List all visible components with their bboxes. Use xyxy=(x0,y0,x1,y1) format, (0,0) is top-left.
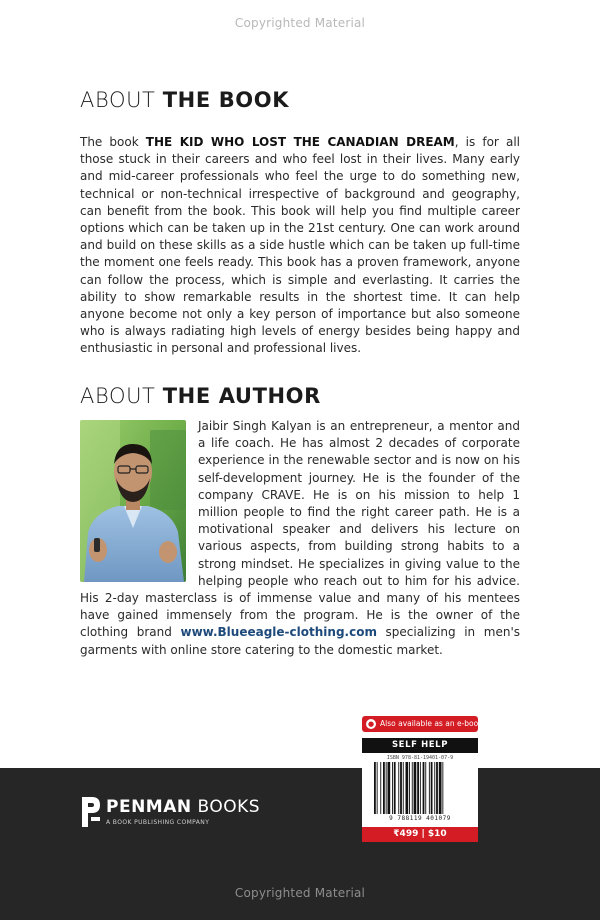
about-book-heading-light: ABOUT xyxy=(80,88,163,112)
book-intro: The book xyxy=(80,135,146,149)
author-bio-text: Jaibir Singh Kalyan is an entrepreneur, a mentor and a life coach. He has almost 2 decades of corporate experience in the renewable sector and is now on his self-development journey. He is the founder of the company CRAVE. He is on his mission to help 1 million people to find the right career path. He is a motivational speaker and delivers his lecture on various aspects, from building strong habits to a strong mindset. He specializes in giving value to the helping people who reach out to him for his advice. His 2-day masterclass is of immense value and many of his mentees have gained immensely from the program. He is the owner of the clothing brand xyxy=(80,419,520,640)
watermark-bottom: Copyrighted Material xyxy=(234,886,366,900)
barcode xyxy=(362,753,478,827)
ebook-badge-text: Also available as an e-book xyxy=(380,719,483,728)
book-title: THE KID WHO LOST THE CANADIAN DREAM xyxy=(145,135,455,149)
penman-logo-icon xyxy=(80,795,102,829)
publisher-name-light: BOOKS xyxy=(191,797,261,817)
barcode-bars xyxy=(372,762,468,814)
about-book-paragraph xyxy=(80,134,520,358)
author-section xyxy=(80,418,520,659)
about-author-heading-light: ABOUT xyxy=(80,384,163,408)
publisher-logo xyxy=(80,795,340,835)
author-bio-text-end: specializing in men's garments with online store catering to the domestic market. xyxy=(80,625,520,657)
barcode-number: 9 788119 401079 xyxy=(389,815,451,822)
about-author-heading-bold: THE AUTHOR xyxy=(162,384,321,408)
publisher-name xyxy=(106,797,260,817)
publisher-tagline: A BOOK PUBLISHING COMPANY xyxy=(106,819,210,826)
ebook-badge xyxy=(362,716,483,732)
about-book-heading xyxy=(80,88,289,112)
genre-label: SELF HELP xyxy=(362,738,478,753)
book-description: , is for all those stuck in their careers and who feel lost in their lives. Many early and mid-career professionals who feel the urge to do something new, technical or non-technical irrespective of background and geography, can benefit from the book. This book will help you find multiple career options which can be taken up in the 21st century. One can work around and build on these skills as a side hustle which can be taken up full-time the moment one feels ready. This book has a proven framework, anyone can follow the process, which is simple and everlasting. It carries the ability to show remarkable results in the shortest time. It can help anyone become not only a key person of importance but also someone who is always radiating high levels of energy besides being happy and enthusiastic in personal and professional lives. xyxy=(80,135,520,356)
about-book-heading-bold: THE BOOK xyxy=(162,88,290,112)
ebook-icon: ● xyxy=(367,720,375,728)
about-author-heading xyxy=(80,384,321,408)
watermark-top: Copyrighted Material xyxy=(234,16,366,30)
publisher-name-bold: PENMAN xyxy=(106,797,192,817)
price-label: ₹499 | $10 xyxy=(362,827,478,842)
clothing-brand-link[interactable]: www.Blueeagle-clothing.com xyxy=(180,625,377,640)
isbn-label: ISBN 978-81-19401-07-9 xyxy=(386,755,454,761)
author-photo xyxy=(80,420,186,582)
